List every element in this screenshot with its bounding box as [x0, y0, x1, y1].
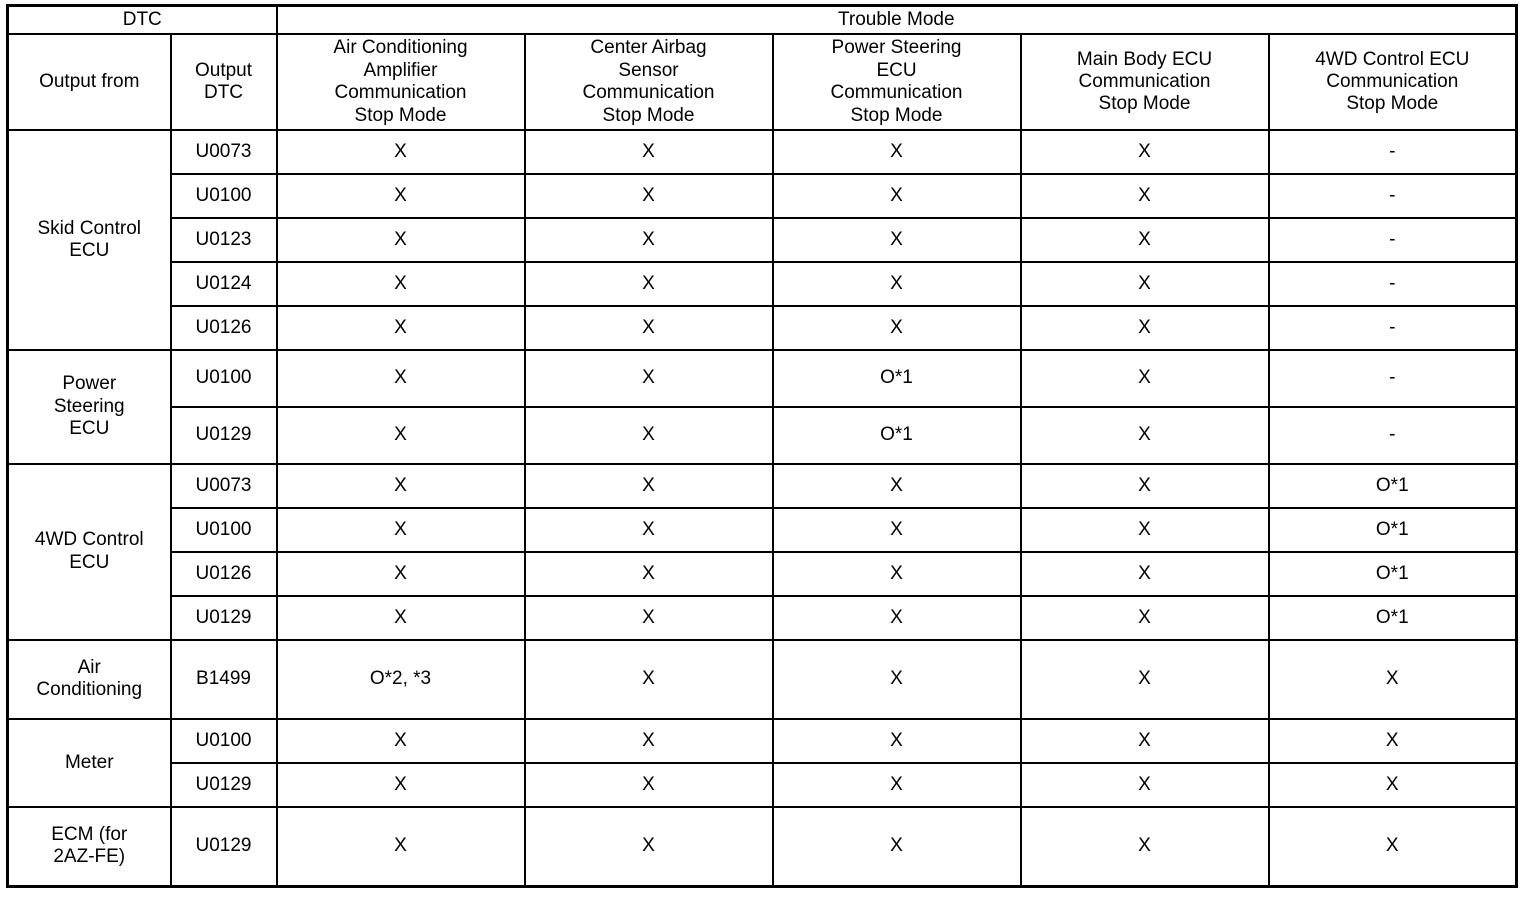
trouble-mode-cell: X: [1021, 218, 1269, 262]
trouble-mode-cell: X: [277, 552, 525, 596]
table-row: [8, 763, 1517, 807]
output-dtc-cell: U0126: [171, 306, 277, 350]
header-dtc: DTC: [8, 6, 277, 35]
output-dtc-cell: U0073: [171, 464, 277, 508]
dtc-trouble-mode-table: [6, 4, 1518, 888]
trouble-mode-cell: X: [1021, 596, 1269, 640]
trouble-mode-cell: X: [525, 130, 773, 174]
trouble-mode-cell: X: [773, 262, 1021, 306]
row-group-label: 4WD Control ECU: [8, 464, 171, 640]
trouble-mode-cell: X: [525, 640, 773, 719]
output-dtc-cell: U0100: [171, 719, 277, 763]
trouble-mode-cell: O*1: [1269, 596, 1517, 640]
row-group-label: Air Conditioning: [8, 640, 171, 719]
header-mode-4wd-control-ecu: 4WD Control ECU Communication Stop Mode: [1269, 34, 1517, 130]
trouble-mode-cell: -: [1269, 218, 1517, 262]
table-row: [8, 508, 1517, 552]
output-dtc-cell: U0100: [171, 350, 277, 407]
output-dtc-cell: U0126: [171, 552, 277, 596]
row-group-label: ECM (for 2AZ-FE): [8, 807, 171, 887]
output-dtc-cell: U0124: [171, 262, 277, 306]
trouble-mode-cell: X: [1021, 640, 1269, 719]
output-dtc-cell: U0100: [171, 508, 277, 552]
trouble-mode-cell: X: [773, 719, 1021, 763]
trouble-mode-cell: X: [277, 719, 525, 763]
header-output-from: Output from: [8, 34, 171, 130]
trouble-mode-cell: X: [525, 508, 773, 552]
table-row: [8, 350, 1517, 407]
trouble-mode-cell: X: [525, 719, 773, 763]
trouble-mode-cell: X: [525, 218, 773, 262]
trouble-mode-cell: X: [277, 763, 525, 807]
trouble-mode-cell: X: [773, 464, 1021, 508]
trouble-mode-cell: X: [277, 218, 525, 262]
trouble-mode-cell: X: [277, 508, 525, 552]
output-dtc-cell: U0129: [171, 807, 277, 887]
output-dtc-cell: U0129: [171, 407, 277, 464]
trouble-mode-cell: O*1: [1269, 464, 1517, 508]
trouble-mode-cell: X: [773, 640, 1021, 719]
trouble-mode-cell: X: [525, 552, 773, 596]
row-group-label: Skid Control ECU: [8, 130, 171, 350]
output-dtc-cell: U0129: [171, 596, 277, 640]
trouble-mode-cell: O*2, *3: [277, 640, 525, 719]
trouble-mode-cell: X: [1021, 552, 1269, 596]
trouble-mode-cell: -: [1269, 407, 1517, 464]
trouble-mode-cell: X: [773, 130, 1021, 174]
header-output-dtc: [171, 34, 277, 130]
trouble-mode-cell: X: [525, 464, 773, 508]
trouble-mode-cell: X: [277, 262, 525, 306]
trouble-mode-cell: X: [277, 464, 525, 508]
trouble-mode-cell: -: [1269, 306, 1517, 350]
trouble-mode-cell: -: [1269, 350, 1517, 407]
trouble-mode-cell: X: [773, 552, 1021, 596]
trouble-mode-cell: -: [1269, 262, 1517, 306]
trouble-mode-cell: X: [1021, 807, 1269, 887]
trouble-mode-cell: X: [773, 596, 1021, 640]
table-row: [8, 807, 1517, 887]
trouble-mode-cell: O*1: [773, 350, 1021, 407]
table-row: [8, 218, 1517, 262]
trouble-mode-cell: X: [773, 807, 1021, 887]
trouble-mode-cell: X: [1021, 262, 1269, 306]
trouble-mode-cell: X: [525, 262, 773, 306]
trouble-mode-cell: X: [277, 130, 525, 174]
trouble-mode-cell: X: [1021, 508, 1269, 552]
table-row: [8, 262, 1517, 306]
trouble-mode-cell: X: [1021, 350, 1269, 407]
trouble-mode-cell: X: [773, 218, 1021, 262]
table-row: [8, 174, 1517, 218]
trouble-mode-cell: X: [773, 306, 1021, 350]
trouble-mode-cell: O*1: [773, 407, 1021, 464]
output-dtc-cell: B1499: [171, 640, 277, 719]
trouble-mode-cell: X: [1021, 407, 1269, 464]
trouble-mode-cell: O*1: [1269, 552, 1517, 596]
trouble-mode-cell: X: [773, 508, 1021, 552]
header-row-sub: [8, 34, 1517, 130]
trouble-mode-cell: X: [1269, 807, 1517, 887]
header-mode-power-steering-ecu: Power Steering ECU Communication Stop Mode: [773, 34, 1021, 130]
header-output-dtc-line1: Output: [194, 59, 253, 81]
trouble-mode-cell: X: [1021, 763, 1269, 807]
trouble-mode-cell: -: [1269, 130, 1517, 174]
table-row: [8, 719, 1517, 763]
header-mode-air-conditioning-amplifier: Air Conditioning Amplifier Communication Stop Mode: [277, 34, 525, 130]
trouble-mode-cell: X: [277, 596, 525, 640]
header-row-top: [8, 6, 1517, 35]
output-dtc-cell: U0129: [171, 763, 277, 807]
trouble-mode-cell: X: [525, 807, 773, 887]
output-dtc-cell: U0123: [171, 218, 277, 262]
trouble-mode-cell: X: [1021, 130, 1269, 174]
trouble-mode-cell: X: [1021, 719, 1269, 763]
table-row: [8, 407, 1517, 464]
trouble-mode-cell: X: [525, 407, 773, 464]
row-group-label: Meter: [8, 719, 171, 807]
trouble-mode-cell: X: [525, 596, 773, 640]
trouble-mode-cell: X: [1021, 464, 1269, 508]
trouble-mode-cell: X: [1269, 640, 1517, 719]
table-header: [8, 6, 1517, 131]
trouble-mode-cell: X: [525, 306, 773, 350]
trouble-mode-cell: X: [277, 306, 525, 350]
trouble-mode-cell: X: [1269, 719, 1517, 763]
trouble-mode-cell: X: [1269, 763, 1517, 807]
output-dtc-cell: U0073: [171, 130, 277, 174]
trouble-mode-cell: O*1: [1269, 508, 1517, 552]
header-mode-center-airbag-sensor: Center Airbag Sensor Communication Stop Mode: [525, 34, 773, 130]
table-row: [8, 306, 1517, 350]
table-row: [8, 552, 1517, 596]
trouble-mode-cell: X: [773, 174, 1021, 218]
table-row: [8, 130, 1517, 174]
trouble-mode-cell: X: [525, 763, 773, 807]
trouble-mode-cell: X: [773, 763, 1021, 807]
trouble-mode-cell: X: [277, 407, 525, 464]
trouble-mode-cell: X: [525, 350, 773, 407]
header-output-dtc-line2: DTC: [203, 82, 244, 104]
output-dtc-cell: U0100: [171, 174, 277, 218]
row-group-label: Power Steering ECU: [8, 350, 171, 464]
table-body: [8, 130, 1517, 886]
trouble-mode-cell: X: [277, 807, 525, 887]
trouble-mode-cell: X: [525, 174, 773, 218]
trouble-mode-cell: X: [277, 174, 525, 218]
trouble-mode-cell: X: [1021, 174, 1269, 218]
table-row: [8, 640, 1517, 719]
header-mode-main-body-ecu: Main Body ECU Communication Stop Mode: [1021, 34, 1269, 130]
table-row: [8, 464, 1517, 508]
header-trouble-mode: Trouble Mode: [277, 6, 1517, 35]
trouble-mode-cell: X: [1021, 306, 1269, 350]
trouble-mode-cell: -: [1269, 174, 1517, 218]
table-row: [8, 596, 1517, 640]
trouble-mode-cell: X: [277, 350, 525, 407]
